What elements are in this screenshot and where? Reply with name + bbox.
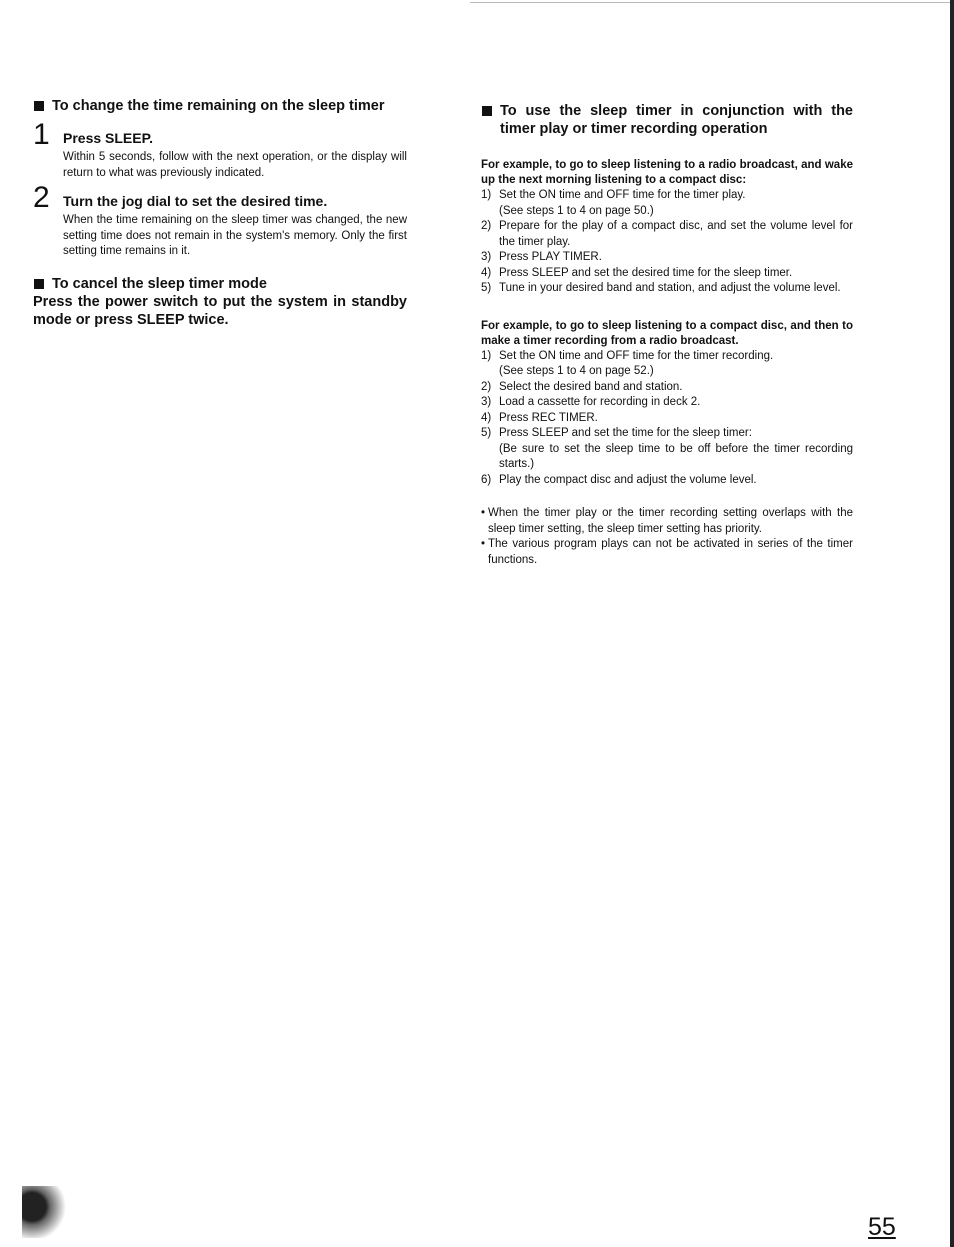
step-number: 6)	[481, 473, 492, 486]
list-item	[481, 426, 853, 473]
list-item	[481, 380, 853, 396]
step-number: 5)	[481, 282, 492, 294]
step-number: 5)	[481, 427, 492, 439]
square-bullet-icon	[34, 101, 44, 111]
list-item	[481, 266, 853, 282]
change-timer-heading: To change the time remaining on the sleep timer	[33, 97, 407, 115]
list-item	[481, 349, 853, 380]
step-text: Press SLEEP and set the desired time for the sleep timer.	[499, 266, 793, 279]
step-number: 3)	[481, 396, 492, 408]
step-subtext: (See steps 1 to 4 on page 50.)	[499, 204, 654, 217]
bullet-dot-icon: •	[481, 507, 486, 519]
step-number: 2	[33, 181, 50, 214]
example-2-steps	[481, 349, 853, 489]
corner-print-mark	[22, 1186, 72, 1238]
square-bullet-icon	[34, 279, 44, 289]
cancel-timer-heading: To cancel the sleep timer mode	[33, 275, 407, 293]
step-subtext: (See steps 1 to 4 on page 52.)	[499, 365, 654, 377]
step-text: Select the desired band and station.	[499, 380, 683, 393]
step-text: Press REC TIMER.	[499, 411, 598, 424]
example-1	[481, 158, 853, 297]
step-number: 2)	[481, 380, 492, 393]
note-text: When the timer play or the timer recording setting overlaps with the sleep timer setting, the sleep timer setting has priority.	[488, 507, 853, 535]
step-number: 3)	[481, 251, 492, 263]
step-number: 4)	[481, 266, 492, 279]
top-rule	[470, 2, 954, 3]
example-heading: For example, to go to sleep listening to a compact disc, and then to make a timer recording from a radio broadcast.	[481, 319, 853, 347]
step-text: Play the compact disc and adjust the volume level.	[499, 473, 757, 486]
left-column	[33, 97, 407, 329]
list-item	[481, 219, 853, 250]
cancel-instruction: Press the power switch to put the system in standby mode or press SLEEP twice.	[33, 293, 407, 328]
note-item	[481, 537, 853, 568]
step-2	[33, 181, 407, 260]
step-body: When the time remaining on the sleep timer was changed, the new setting time does not remain in the system's memory. Only the first setting time remains in it.	[63, 214, 407, 257]
step-text: Press SLEEP and set the time for the sleep timer:	[499, 427, 752, 439]
note-text: The various program plays can not be activated in series of the timer functions.	[488, 538, 853, 566]
list-item	[481, 473, 853, 489]
step-number: 2)	[481, 220, 492, 232]
notes-list	[481, 506, 853, 568]
step-text: Load a cassette for recording in deck 2.	[499, 396, 701, 408]
list-item	[481, 250, 853, 266]
step-number: 1	[33, 118, 50, 151]
right-column	[481, 102, 853, 568]
list-item	[481, 395, 853, 411]
step-body: Within 5 seconds, follow with the next operation, or the display will return to what was previously indicated.	[63, 151, 407, 179]
step-text: Press PLAY TIMER.	[499, 251, 602, 263]
list-item	[481, 411, 853, 427]
step-text: Set the ON time and OFF time for the timer recording.	[499, 349, 774, 362]
step-number: 1)	[481, 189, 492, 201]
note-item	[481, 506, 853, 537]
step-text: Prepare for the play of a compact disc, and set the volume level for the timer play.	[499, 220, 853, 248]
step-subtext: (Be sure to set the sleep time to be off before the timer recording starts.)	[499, 442, 853, 470]
bullet-dot-icon: •	[481, 538, 486, 550]
example-2	[481, 319, 853, 489]
step-number: 4)	[481, 411, 492, 424]
page-edge	[950, 0, 954, 1247]
step-text: Tune in your desired band and station, and adjust the volume level.	[499, 282, 841, 294]
list-item	[481, 188, 853, 219]
example-heading: For example, to go to sleep listening to a radio broadcast, and wake up the next morning listening to a compact disc:	[481, 159, 853, 186]
page-number: 55	[868, 1213, 896, 1241]
step-title: Press SLEEP.	[63, 130, 154, 146]
step-number: 1)	[481, 349, 492, 362]
conjunction-heading: To use the sleep timer in conjunction with the timer play or timer recording operation	[481, 102, 853, 138]
step-title: Turn the jog dial to set the desired time.	[63, 193, 328, 209]
step-text: Set the ON time and OFF time for the timer play.	[499, 189, 746, 201]
example-1-steps	[481, 188, 853, 297]
list-item	[481, 281, 853, 297]
square-bullet-icon	[482, 106, 492, 116]
step-1	[33, 118, 407, 181]
